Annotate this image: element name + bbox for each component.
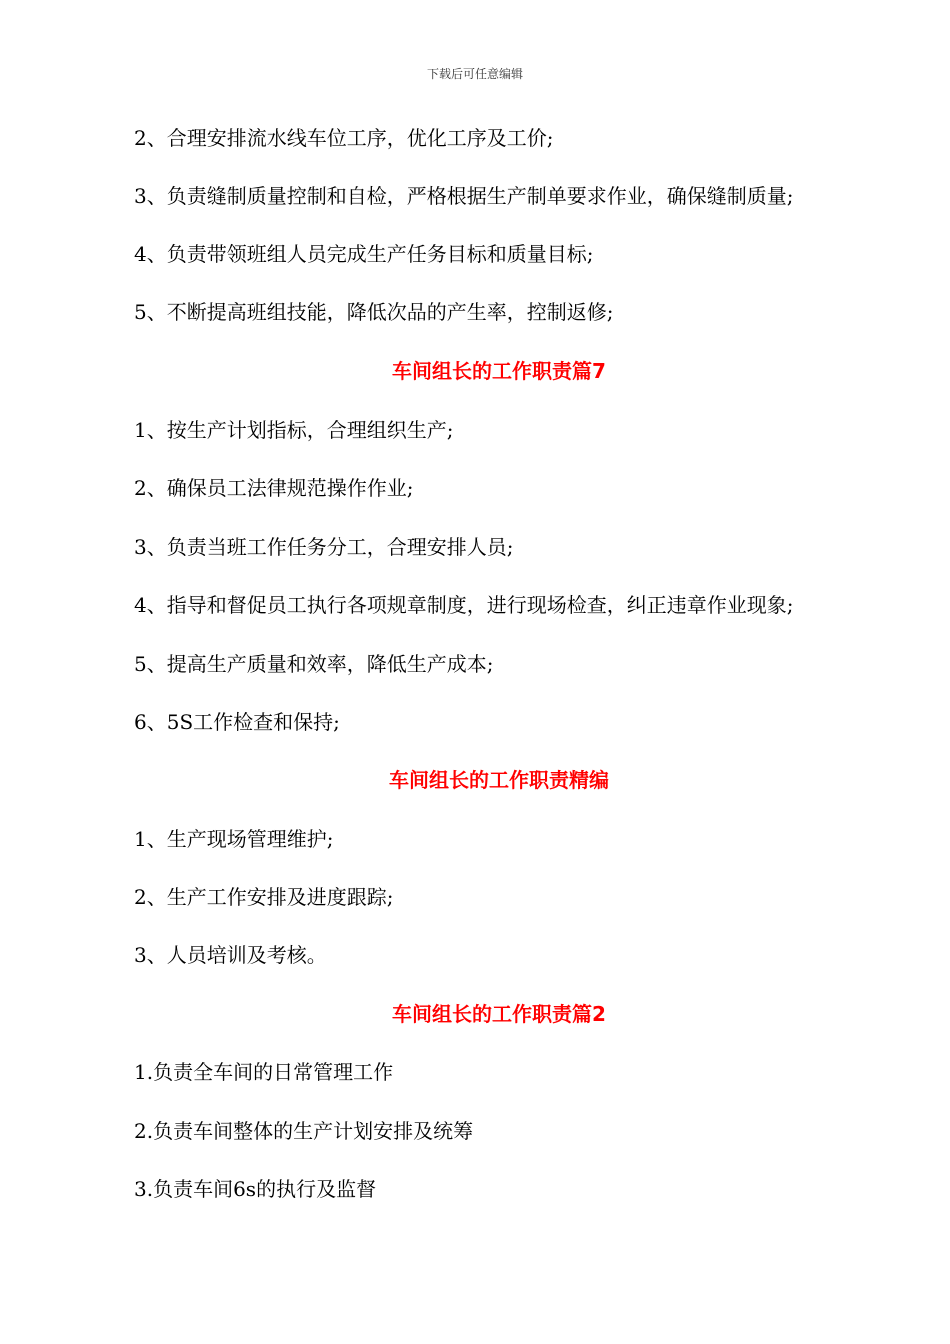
list-item: 2.负责车间整体的生产计划安排及统筹 (134, 1119, 474, 1143)
list-item: 3、人员培训及考核。 (134, 943, 327, 967)
section-heading: 车间组长的工作职责篇2 (392, 1002, 606, 1026)
list-item: 1.负责全车间的日常管理工作 (134, 1060, 394, 1084)
list-item: 1、生产现场管理维护; (134, 827, 334, 851)
list-item: 4、负责带领班组人员完成生产任务目标和质量目标; (134, 242, 594, 266)
list-item: 2、确保员工法律规范操作作业; (134, 476, 414, 500)
list-item: 5、不断提高班组技能，降低次品的产生率，控制返修; (134, 300, 614, 324)
list-item: 3、负责当班工作任务分工，合理安排人员; (134, 535, 514, 559)
list-item: 4、指导和督促员工执行各项规章制度，进行现场检查，纠正违章作业现象; (134, 593, 794, 617)
section-heading: 车间组长的工作职责篇7 (392, 359, 606, 383)
section-heading: 车间组长的工作职责精编 (389, 768, 609, 792)
page-header: 下载后可任意编辑 (426, 67, 523, 81)
list-item: 2、生产工作安排及进度跟踪; (134, 885, 394, 909)
list-item: 5、提高生产质量和效率，降低生产成本; (134, 652, 494, 676)
list-item: 6、5S工作检查和保持; (134, 710, 340, 734)
list-item: 1、按生产计划指标，合理组织生产; (134, 418, 454, 442)
list-item: 3、负责缝制质量控制和自检，严格根据生产制单要求作业，确保缝制质量; (134, 184, 794, 208)
list-item: 3.负责车间6s的执行及监督 (134, 1177, 377, 1201)
list-item: 2、合理安排流水线车位工序，优化工序及工价; (134, 126, 554, 150)
